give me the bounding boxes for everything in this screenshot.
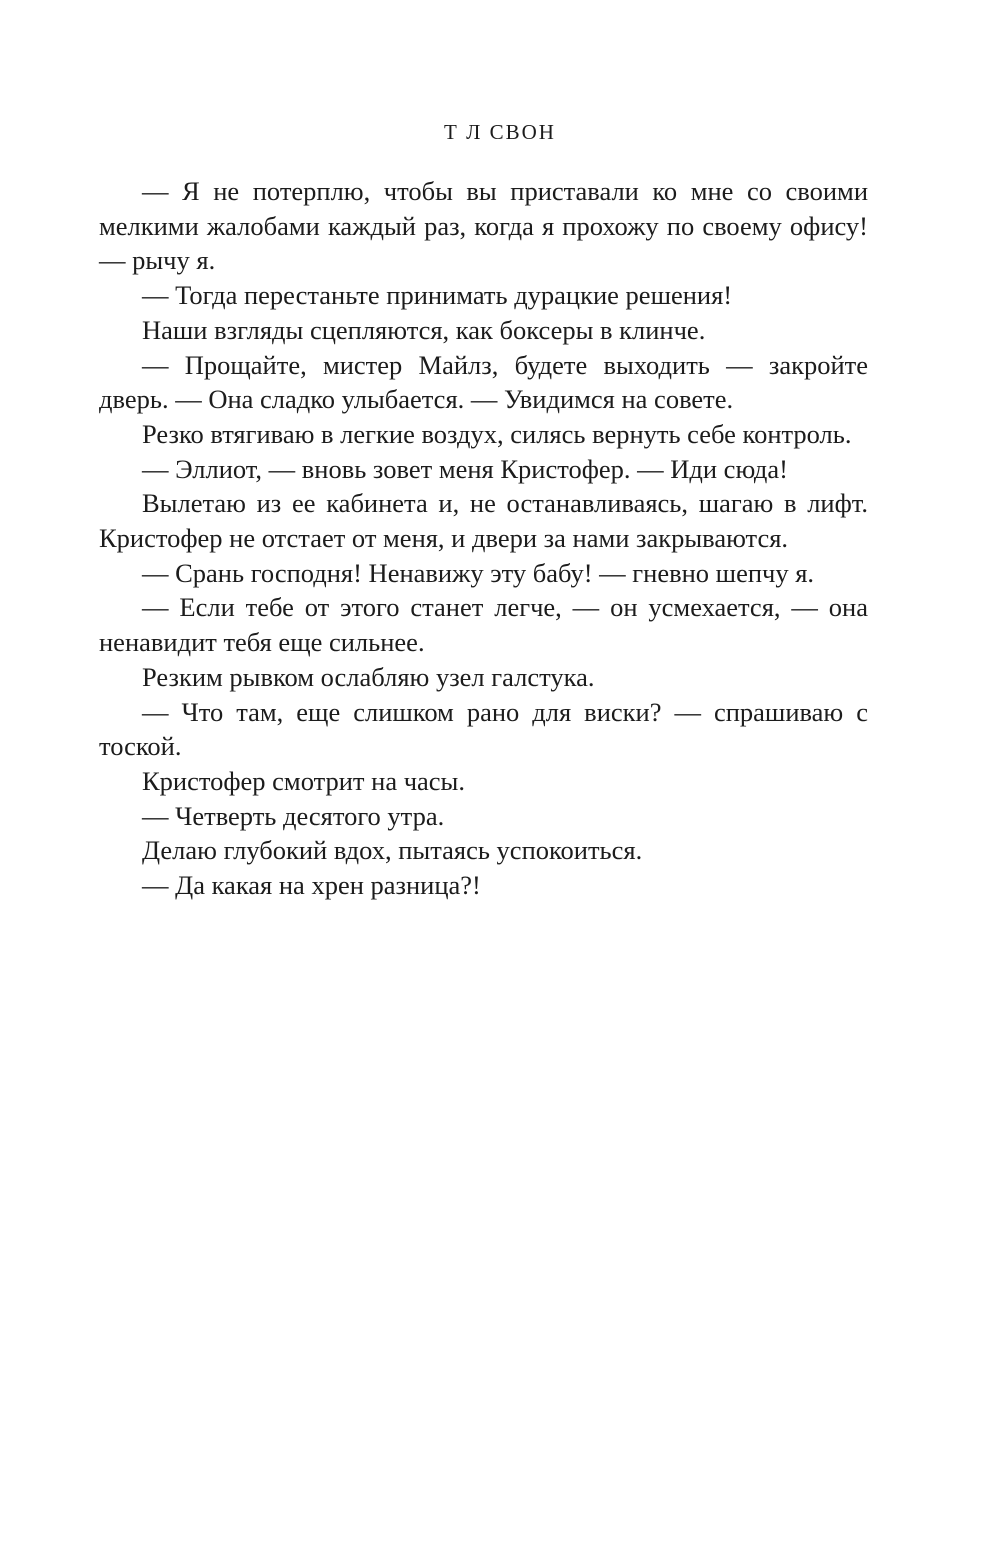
paragraph: — Если тебе от этого станет легче, — он усмехается, — она ненавидит тебя еще сильнее. [99, 592, 868, 658]
body-text [99, 174, 868, 903]
paragraph: Кристофер смотрит на часы. [142, 765, 465, 796]
paragraph: — Тогда перестаньте принимать дурацкие решения! [142, 280, 733, 311]
running-head: Т Л СВОН [444, 120, 556, 144]
paragraph: — Срань господня! Ненавижу эту бабу! — гневно шепчу я. [142, 557, 815, 588]
paragraph: — Я не потерплю, чтобы вы приставали ко мне со своими мелкими жалобами каждый раз, когда я прохожу по своему офису! — рычу я. [99, 176, 868, 276]
paragraph: Наши взгляды сцепляются, как боксеры в клинче. [142, 314, 706, 345]
paragraph: — Прощайте, мистер Майлз, будете выходить — закройте дверь. — Она сладко улыбается. — Увидимся на совете. [99, 349, 868, 415]
paragraph: Резким рывком ослабляю узел галстука. [142, 661, 595, 692]
paragraph: — Да какая на хрен разница?! [142, 870, 481, 901]
paragraph: — Эллиот, — вновь зовет меня Кристофер. — Иди сюда! [142, 453, 788, 484]
paragraph: Делаю глубокий вдох, пытаясь успокоиться. [142, 835, 643, 866]
paragraph: — Что там, еще слишком рано для виски? — спрашиваю с тоской. [99, 696, 868, 762]
paragraph: Резко втягиваю в легкие воздух, силясь вернуть себе контроль. [142, 418, 852, 449]
paragraph: — Четверть десятого утра. [142, 800, 445, 831]
paragraph: Вылетаю из ее кабинета и, не останавливаясь, шагаю в лифт. Кристофер не отстает от меня, и двери за нами закрываются. [99, 488, 868, 554]
